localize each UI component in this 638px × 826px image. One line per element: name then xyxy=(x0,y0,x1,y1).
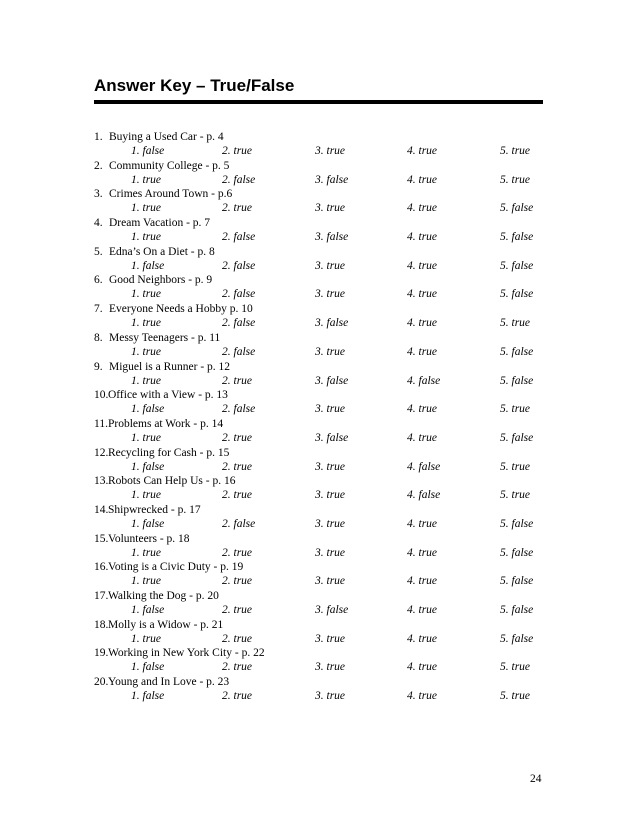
answer-value: 3. false xyxy=(315,604,349,616)
answer-value: 2. false xyxy=(222,259,256,272)
answer-value: 3. true xyxy=(315,661,346,674)
answer-value: 3. false xyxy=(315,173,349,186)
answer-item xyxy=(94,646,554,675)
answer-value: 1. false xyxy=(131,517,165,530)
answer-value: 1. true xyxy=(131,173,162,186)
answer-value: 4. false xyxy=(407,460,441,473)
answer-value: 2. false xyxy=(222,288,256,301)
answer-row xyxy=(94,316,554,330)
answer-value: 1. false xyxy=(131,661,165,674)
answer-value: 4. true xyxy=(407,517,438,530)
answer-value: 5. false xyxy=(500,288,534,301)
answer-item xyxy=(94,130,554,159)
answer-row xyxy=(94,345,554,359)
answer-value: 3. true xyxy=(315,259,346,272)
answer-value: 1. true xyxy=(131,632,162,645)
story-title: Messy Teenagers - p. 11 xyxy=(109,331,221,344)
story-heading xyxy=(94,560,243,574)
answer-value: 5. false xyxy=(500,345,534,358)
answer-item xyxy=(94,273,554,302)
answer-row xyxy=(94,230,554,244)
answer-value: 4. true xyxy=(407,173,438,186)
answer-value: 3. false xyxy=(315,431,349,444)
item-number: 9. xyxy=(94,360,103,373)
answer-row xyxy=(94,431,554,445)
item-number: 4. xyxy=(94,217,103,230)
answer-value: 1. true xyxy=(131,489,162,502)
item-number: 14. xyxy=(94,503,109,516)
answer-value: 2. false xyxy=(222,345,256,358)
story-title: Dream Vacation - p. 7 xyxy=(109,217,211,230)
item-number: 2. xyxy=(94,159,103,172)
story-title: Robots Can Help Us - p. 16 xyxy=(108,475,236,488)
answer-row xyxy=(94,517,554,531)
story-heading xyxy=(94,446,229,460)
answer-value: 3. true xyxy=(315,345,346,358)
answer-value: 2. true xyxy=(222,431,253,444)
answer-value: 5. false xyxy=(500,632,534,645)
answer-item xyxy=(94,187,554,216)
answer-item xyxy=(94,618,554,647)
answer-value: 3. true xyxy=(315,632,346,645)
story-title: Walking the Dog - p. 20 xyxy=(108,590,219,602)
story-title: Edna’s On a Diet - p. 8 xyxy=(109,245,215,258)
answer-value: 2. false xyxy=(222,317,256,330)
story-title: Shipwrecked - p. 17 xyxy=(108,503,201,516)
answer-value: 4. true xyxy=(407,632,438,645)
title-divider xyxy=(94,100,543,104)
story-title: Molly is a Widow - p. 21 xyxy=(108,618,224,631)
story-heading xyxy=(94,675,229,689)
page-title: Answer Key – True/False xyxy=(94,76,295,95)
story-title: Volunteers - p. 18 xyxy=(108,532,190,545)
answer-value: 1. true xyxy=(131,231,162,244)
answer-value: 4. true xyxy=(407,259,438,272)
answer-item xyxy=(94,675,554,704)
story-title: Community College - p. 5 xyxy=(109,159,230,172)
answer-value: 5. true xyxy=(500,690,531,703)
answer-key-list xyxy=(94,130,554,704)
answer-value: 5. true xyxy=(500,403,531,416)
answer-row xyxy=(94,603,554,617)
item-number: 18. xyxy=(94,618,109,631)
answer-value: 5. true xyxy=(500,317,531,330)
answer-row xyxy=(94,287,554,301)
answer-value: 5. true xyxy=(500,173,531,186)
answer-row xyxy=(94,460,554,474)
story-heading xyxy=(94,360,230,374)
answer-value: 4. true xyxy=(407,231,438,244)
story-heading xyxy=(94,216,210,230)
answer-value: 5. false xyxy=(500,231,534,244)
item-number: 5. xyxy=(94,245,103,258)
item-number: 20. xyxy=(94,676,109,689)
answer-row xyxy=(94,201,554,215)
story-title: Everyone Needs a Hobby p. 10 xyxy=(109,303,253,316)
answer-value: 3. true xyxy=(315,489,346,502)
answer-value: 3. true xyxy=(315,575,346,588)
answer-value: 1. true xyxy=(131,202,162,215)
answer-value: 1. false xyxy=(131,403,165,416)
answer-item xyxy=(94,446,554,475)
answer-item xyxy=(94,245,554,274)
story-heading xyxy=(94,302,253,316)
answer-item xyxy=(94,589,554,618)
item-number: 11. xyxy=(94,417,108,430)
answer-value: 4. true xyxy=(407,345,438,358)
answer-item xyxy=(94,503,554,532)
answer-value: 5. false xyxy=(500,431,534,444)
answer-item xyxy=(94,159,554,188)
story-heading xyxy=(94,187,232,201)
answer-row xyxy=(94,546,554,560)
answer-value: 5. false xyxy=(500,374,534,387)
answer-value: 1. true xyxy=(131,546,162,559)
answer-value: 2. false xyxy=(222,517,256,530)
answer-item xyxy=(94,216,554,245)
answer-item xyxy=(94,417,554,446)
answer-value: 5. false xyxy=(500,604,534,616)
answer-row xyxy=(94,144,554,158)
item-number: 6. xyxy=(94,274,103,287)
answer-value: 4. true xyxy=(407,431,438,444)
answer-value: 3. true xyxy=(315,403,346,416)
story-heading xyxy=(94,646,265,660)
answer-value: 2. true xyxy=(222,546,253,559)
answer-item xyxy=(94,302,554,331)
answer-value: 2. false xyxy=(222,173,256,186)
answer-row xyxy=(94,632,554,646)
answer-value: 4. true xyxy=(407,604,438,616)
answer-value: 2. false xyxy=(222,231,256,244)
answer-value: 2. true xyxy=(222,690,253,703)
answer-value: 2. true xyxy=(222,460,253,473)
item-number: 19. xyxy=(94,647,109,660)
answer-value: 5. false xyxy=(500,202,534,215)
answer-value: 5. false xyxy=(500,517,534,530)
item-number: 16. xyxy=(94,561,109,574)
item-number: 10. xyxy=(94,389,109,402)
story-heading xyxy=(94,273,212,287)
story-title: Voting is a Civic Duty - p. 19 xyxy=(108,561,244,574)
answer-value: 4. false xyxy=(407,489,441,502)
answer-value: 2. true xyxy=(222,575,253,588)
answer-value: 1. true xyxy=(131,317,162,330)
answer-value: 4. false xyxy=(407,374,441,387)
story-heading xyxy=(94,130,224,144)
answer-row xyxy=(94,574,554,588)
story-title: Working in New York City - p. 22 xyxy=(108,647,265,660)
answer-value: 5. true xyxy=(500,460,531,473)
story-heading xyxy=(94,388,228,402)
answer-value: 5. true xyxy=(500,489,531,502)
story-heading xyxy=(94,532,190,546)
item-number: 3. xyxy=(94,188,103,201)
answer-value: 4. true xyxy=(407,546,438,559)
story-title: Recycling for Cash - p. 15 xyxy=(108,446,230,459)
answer-value: 3. true xyxy=(315,460,346,473)
answer-value: 3. false xyxy=(315,317,349,330)
answer-value: 3. true xyxy=(315,546,346,559)
answer-value: 5. true xyxy=(500,661,531,674)
story-title: Buying a Used Car - p. 4 xyxy=(109,131,224,143)
answer-value: 4. true xyxy=(407,145,438,157)
story-heading xyxy=(94,474,235,488)
answer-value: 2. true xyxy=(222,374,253,387)
answer-value: 3. true xyxy=(315,145,346,157)
answer-value: 1. false xyxy=(131,145,165,157)
answer-value: 3. false xyxy=(315,231,349,244)
answer-item xyxy=(94,474,554,503)
story-heading xyxy=(94,331,220,345)
story-heading xyxy=(94,618,223,632)
answer-value: 4. true xyxy=(407,288,438,301)
answer-row xyxy=(94,660,554,674)
story-title: Problems at Work - p. 14 xyxy=(108,417,224,430)
answer-value: 3. true xyxy=(315,690,346,703)
answer-item xyxy=(94,388,554,417)
answer-value: 2. true xyxy=(222,661,253,674)
item-number: 13. xyxy=(94,475,109,488)
answer-row xyxy=(94,488,554,502)
answer-value: 2. true xyxy=(222,489,253,502)
answer-value: 1. false xyxy=(131,690,165,703)
story-title: Miguel is a Runner - p. 12 xyxy=(109,360,231,373)
answer-value: 2. true xyxy=(222,202,253,215)
answer-value: 3. true xyxy=(315,517,346,530)
answer-value: 1. true xyxy=(131,431,162,444)
answer-value: 1. false xyxy=(131,460,165,473)
answer-value: 3. false xyxy=(315,374,349,387)
answer-value: 2. true xyxy=(222,604,253,616)
item-number: 15. xyxy=(94,532,109,545)
story-title: Office with a View - p. 13 xyxy=(108,389,228,402)
answer-row xyxy=(94,402,554,416)
item-number: 17. xyxy=(94,590,109,602)
answer-value: 3. true xyxy=(315,288,346,301)
item-number: 1. xyxy=(94,131,103,143)
answer-value: 4. true xyxy=(407,575,438,588)
page-number: 24 xyxy=(530,773,542,785)
answer-value: 4. true xyxy=(407,202,438,215)
answer-value: 1. false xyxy=(131,259,165,272)
answer-value: 4. true xyxy=(407,317,438,330)
story-heading xyxy=(94,245,215,259)
item-number: 7. xyxy=(94,303,103,316)
story-heading xyxy=(94,417,223,431)
answer-value: 3. true xyxy=(315,202,346,215)
story-heading xyxy=(94,503,201,517)
answer-value: 1. true xyxy=(131,345,162,358)
story-title: Crimes Around Town - p.6 xyxy=(109,188,233,201)
answer-value: 2. true xyxy=(222,632,253,645)
answer-row xyxy=(94,173,554,187)
answer-value: 1. true xyxy=(131,374,162,387)
answer-value: 1. true xyxy=(131,575,162,588)
answer-row xyxy=(94,259,554,273)
answer-value: 5. false xyxy=(500,575,534,588)
answer-row xyxy=(94,689,554,703)
answer-value: 2. true xyxy=(222,145,253,157)
story-title: Good Neighbors - p. 9 xyxy=(109,274,213,287)
answer-item xyxy=(94,360,554,389)
answer-row xyxy=(94,374,554,388)
answer-value: 4. true xyxy=(407,661,438,674)
item-number: 8. xyxy=(94,331,103,344)
answer-value: 4. true xyxy=(407,403,438,416)
story-heading xyxy=(94,159,229,173)
story-heading xyxy=(94,589,219,603)
answer-item xyxy=(94,331,554,360)
answer-value: 1. false xyxy=(131,604,165,616)
answer-item xyxy=(94,532,554,561)
answer-value: 5. true xyxy=(500,145,531,157)
answer-value: 5. false xyxy=(500,259,534,272)
answer-value: 2. false xyxy=(222,403,256,416)
story-title: Young and In Love - p. 23 xyxy=(108,676,230,689)
item-number: 12. xyxy=(94,446,109,459)
answer-value: 4. true xyxy=(407,690,438,703)
answer-value: 5. false xyxy=(500,546,534,559)
answer-value: 1. true xyxy=(131,288,162,301)
answer-item xyxy=(94,560,554,589)
